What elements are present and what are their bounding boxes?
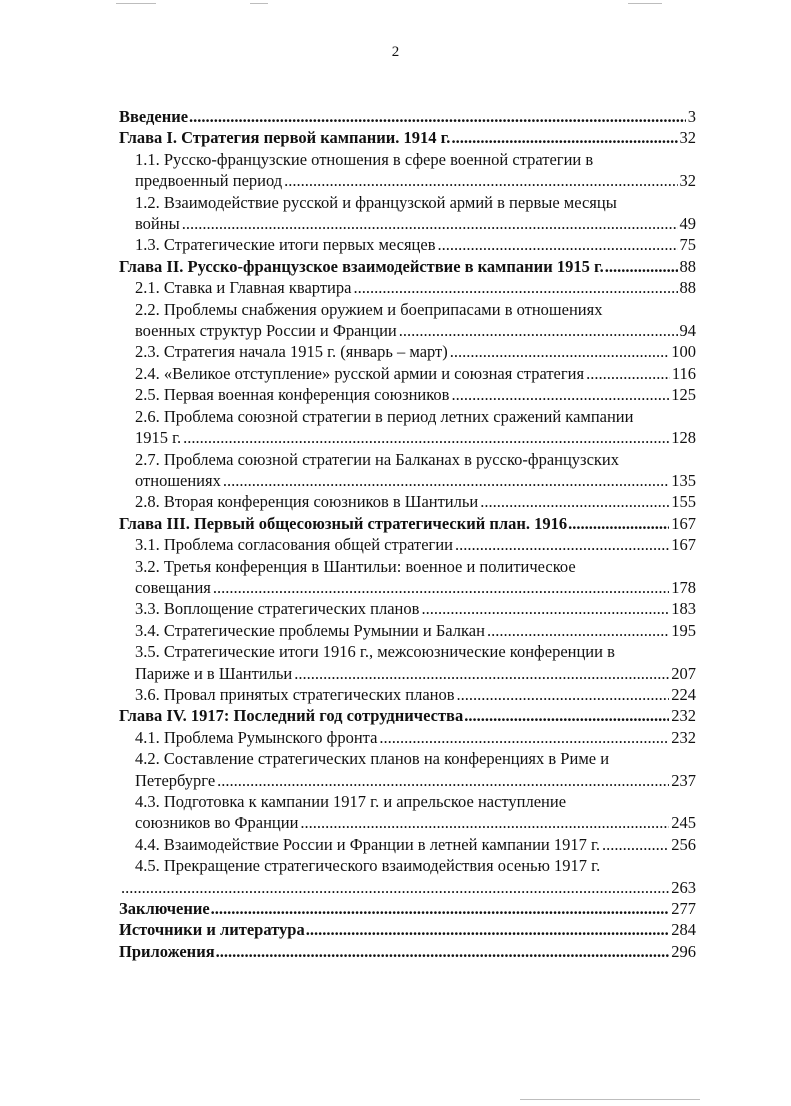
dot-leader: [457, 684, 670, 705]
toc-entry-title: 3.6. Провал принятых стратегических планов: [135, 684, 455, 704]
toc-section-4-3[interactable]: [119, 791, 696, 834]
toc-chapter-3[interactable]: [119, 513, 696, 534]
toc-page-number: 94: [679, 321, 696, 341]
toc-entry-title: Введение: [119, 107, 189, 126]
toc-section-2-3[interactable]: [119, 341, 696, 362]
toc-entry-title: 1.1. Русско-французские отношения в сфере военной стратегии в: [135, 149, 594, 169]
dot-leader: [487, 620, 669, 641]
toc-entry-title: Заключение: [119, 899, 210, 919]
toc-page-number: 207: [671, 663, 696, 683]
toc-entry-title: Глава II. Русско-французское взаимодействие в кампании 1915 г.: [119, 256, 604, 276]
dot-leader: [450, 341, 669, 362]
toc-page-number: 195: [671, 620, 696, 640]
toc-appendix[interactable]: [119, 941, 696, 962]
toc-entry-title: 2.8. Вторая конференция союзников в Шантильи: [135, 492, 479, 512]
scan-mark: [250, 3, 268, 4]
toc-page-number: 245: [671, 813, 696, 833]
toc-section-4-4[interactable]: [119, 834, 696, 855]
toc-section-2-2[interactable]: [119, 299, 696, 342]
toc-entry-title: 4.4. Взаимодействие России и Франции в летней кампании 1917 г.: [135, 834, 601, 854]
scan-mark: [520, 1099, 700, 1100]
toc-entry-title-cont: Петербурге: [135, 770, 216, 790]
toc-entry-title-cont: отношениях: [135, 470, 221, 490]
dot-leader: [464, 705, 669, 726]
toc-intro[interactable]: [119, 106, 696, 127]
toc-entry-title: 1.2. Взаимодействие русской и французской армий в первые месяцы: [135, 192, 617, 212]
dot-leader: [602, 834, 669, 855]
toc-entry-title-cont: Париже и в Шантильи: [135, 663, 293, 683]
toc-section-2-5[interactable]: [119, 384, 696, 405]
toc-section-3-1[interactable]: [119, 534, 696, 555]
dot-leader: [300, 812, 669, 833]
toc-page-number: 167: [671, 535, 696, 555]
toc-section-2-8[interactable]: [119, 491, 696, 512]
toc-section-1-2[interactable]: [119, 192, 696, 235]
toc-page-number: 135: [671, 470, 696, 490]
toc-page-number: 125: [671, 385, 696, 405]
toc-section-1-1[interactable]: [119, 149, 696, 192]
toc-page-number: 256: [671, 834, 696, 854]
toc-entry-title: 3.5. Стратегические итоги 1916 г., межсоюзнические конференции в: [135, 642, 615, 662]
toc-page-number: 232: [671, 727, 696, 747]
dot-leader: [216, 941, 670, 962]
toc-page-number: 167: [671, 513, 696, 533]
toc-entry-title: 3.3. Воплощение стратегических планов: [135, 599, 420, 619]
toc-page-number: 88: [679, 278, 696, 298]
toc-section-4-5[interactable]: [119, 855, 696, 898]
toc-page-number: 183: [671, 599, 696, 619]
toc-entry-title: 3.4. Стратегические проблемы Румынии и Балкан: [135, 620, 485, 640]
toc-page-number: 178: [671, 577, 696, 597]
scan-mark: [628, 3, 662, 4]
toc-entry-title: 2.2. Проблемы снабжения оружием и боеприпасами в отношениях: [135, 299, 603, 319]
dot-leader: [284, 170, 677, 191]
dot-leader: [605, 256, 678, 277]
toc-entry-title: Глава III. Первый общесоюзный стратегический план. 1916: [119, 513, 568, 533]
toc-entry-title: 4.2. Составление стратегических планов на конференциях в Риме и: [135, 749, 610, 769]
toc-section-2-1[interactable]: [119, 277, 696, 298]
dot-leader: [438, 234, 678, 255]
toc-page-number: 263: [671, 877, 696, 897]
toc-page-number: 155: [671, 492, 696, 512]
dot-leader: [353, 277, 677, 298]
dot-leader: [568, 513, 669, 534]
toc-entry-title: 2.7. Проблема союзной стратегии на Балканах в русско-французских: [135, 449, 619, 469]
dot-leader: [421, 598, 669, 619]
toc-page-number: 3: [687, 107, 696, 126]
dot-leader: [121, 877, 669, 898]
dot-leader: [455, 534, 669, 555]
toc-entry-title: 2.1. Ставка и Главная квартира: [135, 278, 352, 298]
toc-section-4-1[interactable]: [119, 727, 696, 748]
toc-entry-title-cont: военных структур России и Франции: [135, 321, 397, 341]
toc-chapter-2[interactable]: [119, 256, 696, 277]
toc-entry-title: Источники и литература: [119, 920, 305, 940]
toc-page-number: 49: [679, 214, 696, 234]
dot-leader: [183, 427, 669, 448]
toc-entry-title: 2.4. «Великое отступление» русской армии и союзная стратегия: [135, 363, 585, 383]
toc-entry-title: 4.3. Подготовка к кампании 1917 г. и апрельское наступление: [135, 792, 567, 811]
toc-entry-title: Глава I. Стратегия первой кампании. 1914 г.: [119, 128, 451, 148]
toc-entry-title: Глава IV. 1917: Последний год сотрудничества: [119, 706, 464, 726]
dot-leader: [189, 106, 686, 127]
toc-entry-title-cont: союзников во Франции: [135, 813, 299, 833]
toc-page-number: 32: [679, 171, 696, 191]
dot-leader: [294, 663, 669, 684]
dot-leader: [451, 127, 677, 148]
toc-entry-title: Приложения: [119, 941, 215, 961]
toc-entry-title-cont: совещания: [135, 577, 211, 597]
toc-page-number: 128: [671, 428, 696, 448]
toc-entry-title-cont: 1915 г.: [135, 428, 182, 448]
toc-page-number: 284: [671, 920, 696, 940]
toc-page-number: 88: [679, 256, 696, 276]
toc-entry-title-cont: предвоенный период: [135, 171, 283, 191]
toc-page-number: 224: [671, 684, 696, 704]
toc-section-1-3[interactable]: [119, 234, 696, 255]
dot-leader: [399, 320, 678, 341]
dot-leader: [213, 577, 669, 598]
toc-page-number: 277: [671, 899, 696, 919]
toc-entry-title: 2.3. Стратегия начала 1915 г. (январь – март): [135, 342, 448, 362]
toc-chapter-1[interactable]: [119, 127, 696, 148]
page-number: 2: [391, 44, 400, 60]
toc-conclusion[interactable]: [119, 898, 696, 919]
toc-section-3-3[interactable]: [119, 598, 696, 619]
table-of-contents: [119, 106, 696, 962]
toc-page-number: 32: [679, 128, 696, 148]
toc-entry-title: 3.2. Третья конференция в Шантильи: военное и политическое: [135, 556, 576, 576]
toc-page-number: 296: [671, 941, 696, 961]
toc-entry-title: 2.6. Проблема союзной стратегии в период летних сражений кампании: [135, 406, 634, 426]
toc-page-number: 232: [671, 706, 696, 726]
toc-section-2-6[interactable]: [119, 406, 696, 449]
toc-entry-title: 3.1. Проблема согласования общей стратегии: [135, 535, 453, 555]
toc-chapter-4[interactable]: [119, 705, 696, 726]
toc-section-4-2[interactable]: [119, 748, 696, 791]
toc-section-2-4[interactable]: [119, 363, 696, 384]
toc-section-3-2[interactable]: [119, 556, 696, 599]
toc-sources[interactable]: [119, 919, 696, 940]
toc-entry-title-cont: войны: [135, 214, 180, 234]
toc-page-number: 116: [671, 363, 696, 383]
scan-mark: [116, 3, 156, 4]
toc-section-2-7[interactable]: [119, 449, 696, 492]
toc-section-3-6[interactable]: [119, 684, 696, 705]
dot-leader: [182, 213, 678, 234]
dot-leader: [451, 384, 669, 405]
toc-entry-title: 4.1. Проблема Румынского фронта: [135, 727, 378, 747]
dot-leader: [586, 363, 670, 384]
toc-entry-title: 4.5. Прекращение стратегического взаимодействия осенью 1917 г.: [135, 856, 601, 876]
toc-section-3-5[interactable]: [119, 641, 696, 684]
dot-leader: [379, 727, 669, 748]
toc-entry-title: 2.5. Первая военная конференция союзников: [135, 385, 450, 405]
dot-leader: [211, 898, 670, 919]
dot-leader: [306, 919, 670, 940]
toc-page-number: 100: [671, 342, 696, 362]
toc-section-3-4[interactable]: [119, 620, 696, 641]
dot-leader: [480, 491, 669, 512]
toc-entry-title: 1.3. Стратегические итоги первых месяцев: [135, 235, 436, 255]
dot-leader: [217, 770, 669, 791]
toc-page-number: 237: [671, 770, 696, 790]
toc-page-number: 75: [679, 235, 696, 255]
dot-leader: [223, 470, 669, 491]
